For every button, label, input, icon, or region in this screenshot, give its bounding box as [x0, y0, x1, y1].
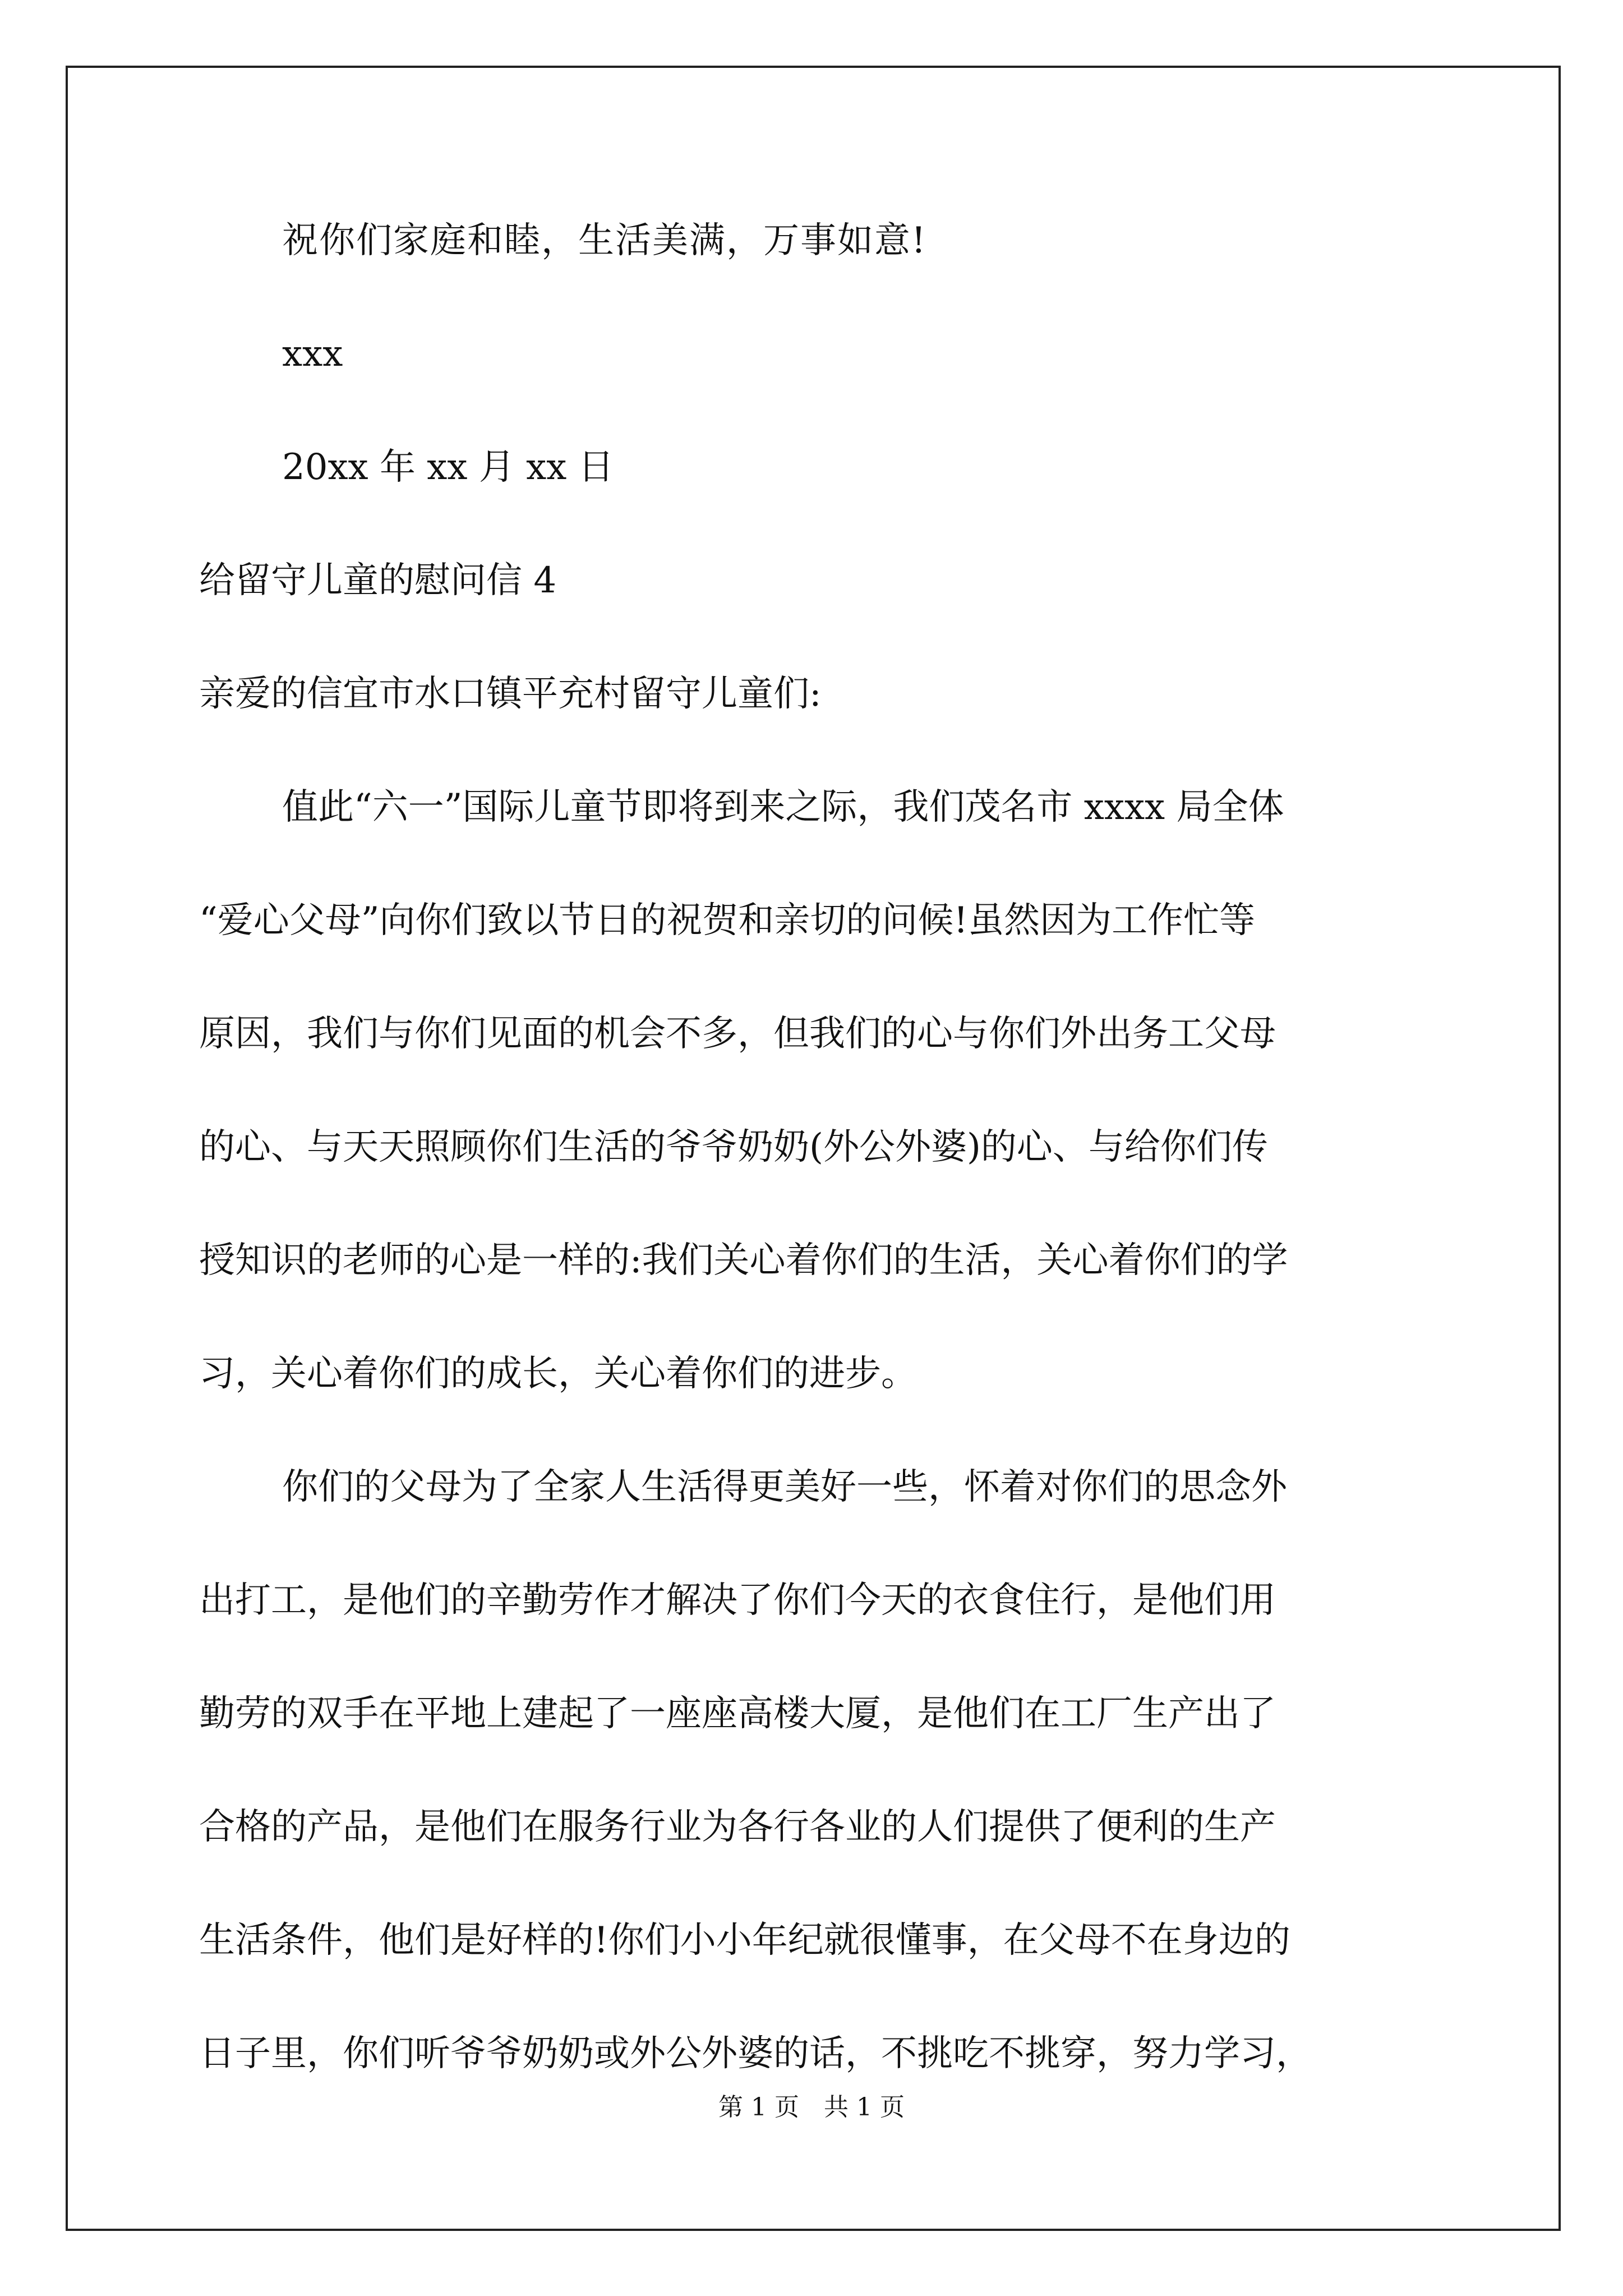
paragraph-line: 授知识的老师的心是一样的:我们关心着你们的生活，关心着你们的学 — [199, 1240, 1288, 1281]
paragraph-line: 日子里，你们听爷爷奶奶或外公外婆的话，不挑吃不挑穿，努力学习， — [199, 2033, 1312, 2074]
paragraph-line: 原因，我们与你们见面的机会不多，但我们的心与你们外出务工父母 — [199, 1013, 1276, 1055]
paragraph-line: 值此“六一”国际儿童节即将到来之际，我们茂名市 xxxx 局全体 — [282, 786, 1284, 828]
paragraph-line: 的心、与天天照顾你们生活的爷爷奶奶(外公外婆)的心、与给你们传 — [199, 1126, 1268, 1168]
paragraph-2 — [199, 1462, 1422, 2079]
closing-signature: xxx — [282, 333, 343, 375]
paragraph-line: 你们的父母为了全家人生活得更美好一些，怀着对你们的思念外 — [282, 1466, 1287, 1508]
paragraph-line: 合格的产品，是他们在服务行业为各行各业的人们提供了便利的生产 — [199, 1806, 1276, 1848]
paragraph-line: 勤劳的双手在平地上建起了一座座高楼大厦，是他们在工厂生产出了 — [199, 1693, 1276, 1734]
letter-salutation: 亲爱的信宜市水口镇平充村留守儿童们: — [199, 673, 822, 715]
closing-wish: 祝你们家庭和睦，生活美满，万事如意! — [282, 220, 927, 261]
document-body — [199, 215, 1422, 2079]
letter-title: 给留守儿童的慰问信 4 — [199, 560, 557, 601]
paragraph-line: “爱心父母”向你们致以节日的祝贺和亲切的问候!虽然因为工作忙等 — [199, 900, 1256, 941]
closing-date: 20xx 年 xx 月 xx 日 — [282, 447, 614, 488]
page-number-footer: 第 1 页 共 1 页 — [718, 2093, 905, 2122]
paragraph-line: 出打工，是他们的辛勤劳作才解决了你们今天的衣食住行，是他们用 — [199, 1580, 1276, 1621]
paragraph-1 — [199, 782, 1422, 1399]
paragraph-line: 习，关心着你们的成长，关心着你们的进步。 — [199, 1353, 917, 1395]
paragraph-line: 生活条件，他们是好样的!你们小小年纪就很懂事，在父母不在身边的 — [199, 1920, 1290, 1961]
